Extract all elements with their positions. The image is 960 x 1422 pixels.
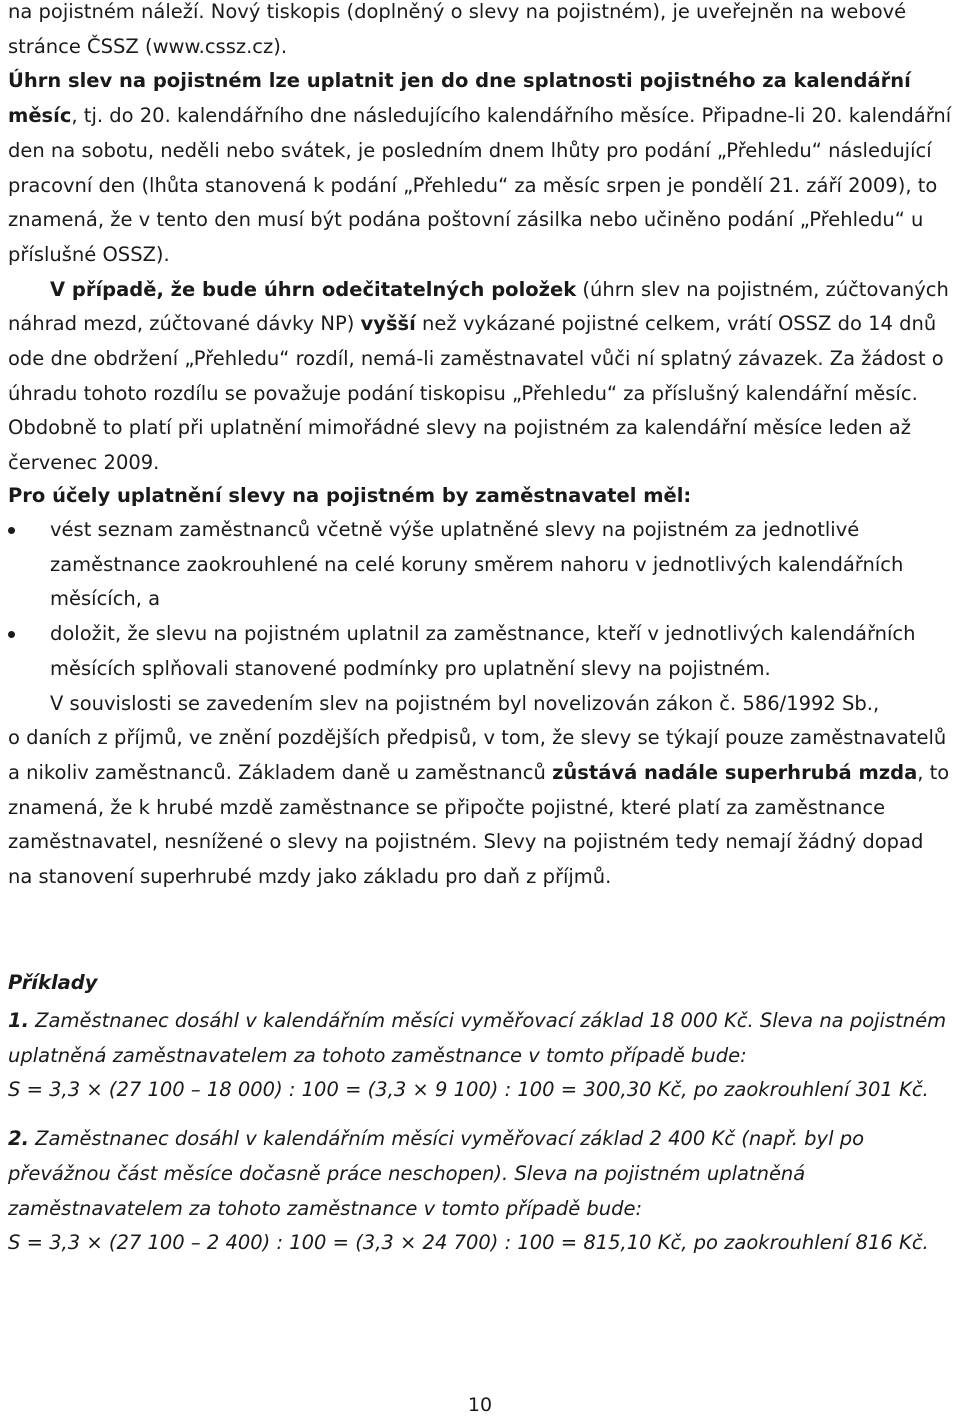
example-text — [8, 1004, 952, 1073]
law-line: V souvislosti se zavedením slev na pojistném byl novelizován zákon č. 586/1992 Sb., — [50, 691, 880, 715]
tax-emphasis: zůstává nadále superhrubá mzda — [552, 760, 918, 784]
page-number: 10 — [467, 1394, 493, 1416]
bullet-text: vést seznam zaměstnanců včetně výše uplatněné slevy na pojistném za jednotlivé zaměstnance zaokrouhlené na celé koruny směrem nahoru v jednotlivých kalendářních měsících, a — [50, 518, 904, 611]
paragraph-new-form: na pojistném náleží. Nový tiskopis (doplněný o slevy na pojistném), je uveřejněn na webové stránce ČSSZ (www.cssz.cz). — [8, 0, 907, 58]
example-2 — [8, 1122, 952, 1261]
bullet-item — [8, 513, 952, 617]
refund-text-a: (úhrn slev na pojistném, zúčtovaných náhrad mezd, zúčtované dávky NP) — [8, 277, 949, 336]
bullet-icon — [8, 631, 15, 638]
examples-section — [8, 966, 952, 1261]
bullet-item — [8, 617, 952, 686]
example-number: 1. — [8, 1009, 29, 1032]
tax-text-b: , to znamená, že k hrubé mzdě zaměstnance se připočte pojistné, které platí za zaměstnance zaměstnavatel, nesnížené o slevy na pojistném. Slevy na pojistném tedy nemají žádný dopad na stanovení superhrubé mzdy jako základu pro daň z příjmů. — [8, 760, 950, 889]
example-formula: S = 3,3 × (27 100 – 2 400) : 100 = (3,3 × 24 700) : 100 = 815,10 Kč, po zaokrouhlení 816 Kč. — [8, 1231, 929, 1255]
example-description: Zaměstnanec dosáhl v kalendářním měsíci vyměřovací základ 2 400 Kč (např. byl po převážnou část měsíce dočasně práce neschopen). Sleva na pojistném uplatněná zaměstnavatelem za tohoto zaměstnance v tomto případě bude: — [8, 1127, 864, 1220]
tax-text-a: o daních z příjmů, ve znění pozdějších předpisů, v tom, že slevy se týkají pouze zaměstnavatelů a nikoliv zaměstnanců. Základem daně u zaměstnanců — [8, 726, 947, 784]
bullet-text: doložit, že slevu na pojistném uplatnil za zaměstnance, kteří v jednotlivých kalendářních měsících splňovali stanovené podmínky pro uplatnění slevy na pojistném. — [50, 622, 916, 680]
deadline-emphasis: Úhrn slev na pojistném lze uplatnit jen do dne splatnosti pojistného za kalendářní měsíc — [8, 69, 911, 128]
paragraph-refund — [8, 273, 952, 481]
example-1 — [8, 1004, 952, 1108]
refund-text-b: než vykázané pojistné celkem, vrátí OSSZ do 14 dnů ode dne obdržení „Přehledu“ rozdíl, nemá-li zaměstnavatel vůči ní splatný závazek. Za žádost o úhradu tohoto rozdílu se považuje podání tiskopisu „Přehledu“ za příslušný kalendářní měsíc. Obdobně to platí při uplatnění mimořádné slevy na pojistném za kalendářní měsíce leden až červenec 2009. — [8, 312, 944, 475]
refund-emphasis-higher: vyšší — [360, 312, 416, 336]
intro-section — [8, 0, 952, 481]
refund-emphasis: V případě, že bude úhrn odečitatelných položek — [50, 277, 577, 301]
deadline-text: , tj. do 20. kalendářního dne následujícího kalendářního měsíce. Připadne-li 20. kalendářní den na sobotu, neděli nebo svátek, je posledním dnem lhůty pro podání „Přehledu“ následující pracovní den (lhůta stanovená k podání „Přehledu“ za měsíc srpen je pondělí 21. září 2009), to znamená, že v tento den musí být podána poštovní zásilka nebo učiněno podání „Přehledu“ u příslušné OSSZ). — [8, 104, 952, 266]
example-formula: S = 3,3 × (27 100 – 18 000) : 100 = (3,3 × 9 100) : 100 = 300,30 Kč, po zaokrouhlení 301 Kč. — [8, 1078, 929, 1102]
bullet-list — [8, 513, 952, 687]
paragraph-tax — [8, 721, 952, 895]
bullet-icon — [8, 527, 15, 534]
section-heading: Pro účely uplatnění slevy na pojistném by zaměstnavatel měl: — [8, 484, 692, 507]
employer-section — [8, 479, 952, 895]
examples-heading: Příklady — [8, 971, 98, 994]
example-number: 2. — [8, 1127, 29, 1151]
example-text — [8, 1122, 952, 1226]
example-description: Zaměstnanec dosáhl v kalendářním měsíci vyměřovací základ 18 000 Kč. Sleva na pojistném uplatněná zaměstnavatelem za tohoto zaměstnance v tomto případě bude: — [8, 1009, 947, 1067]
paragraph-deadline — [8, 64, 952, 272]
